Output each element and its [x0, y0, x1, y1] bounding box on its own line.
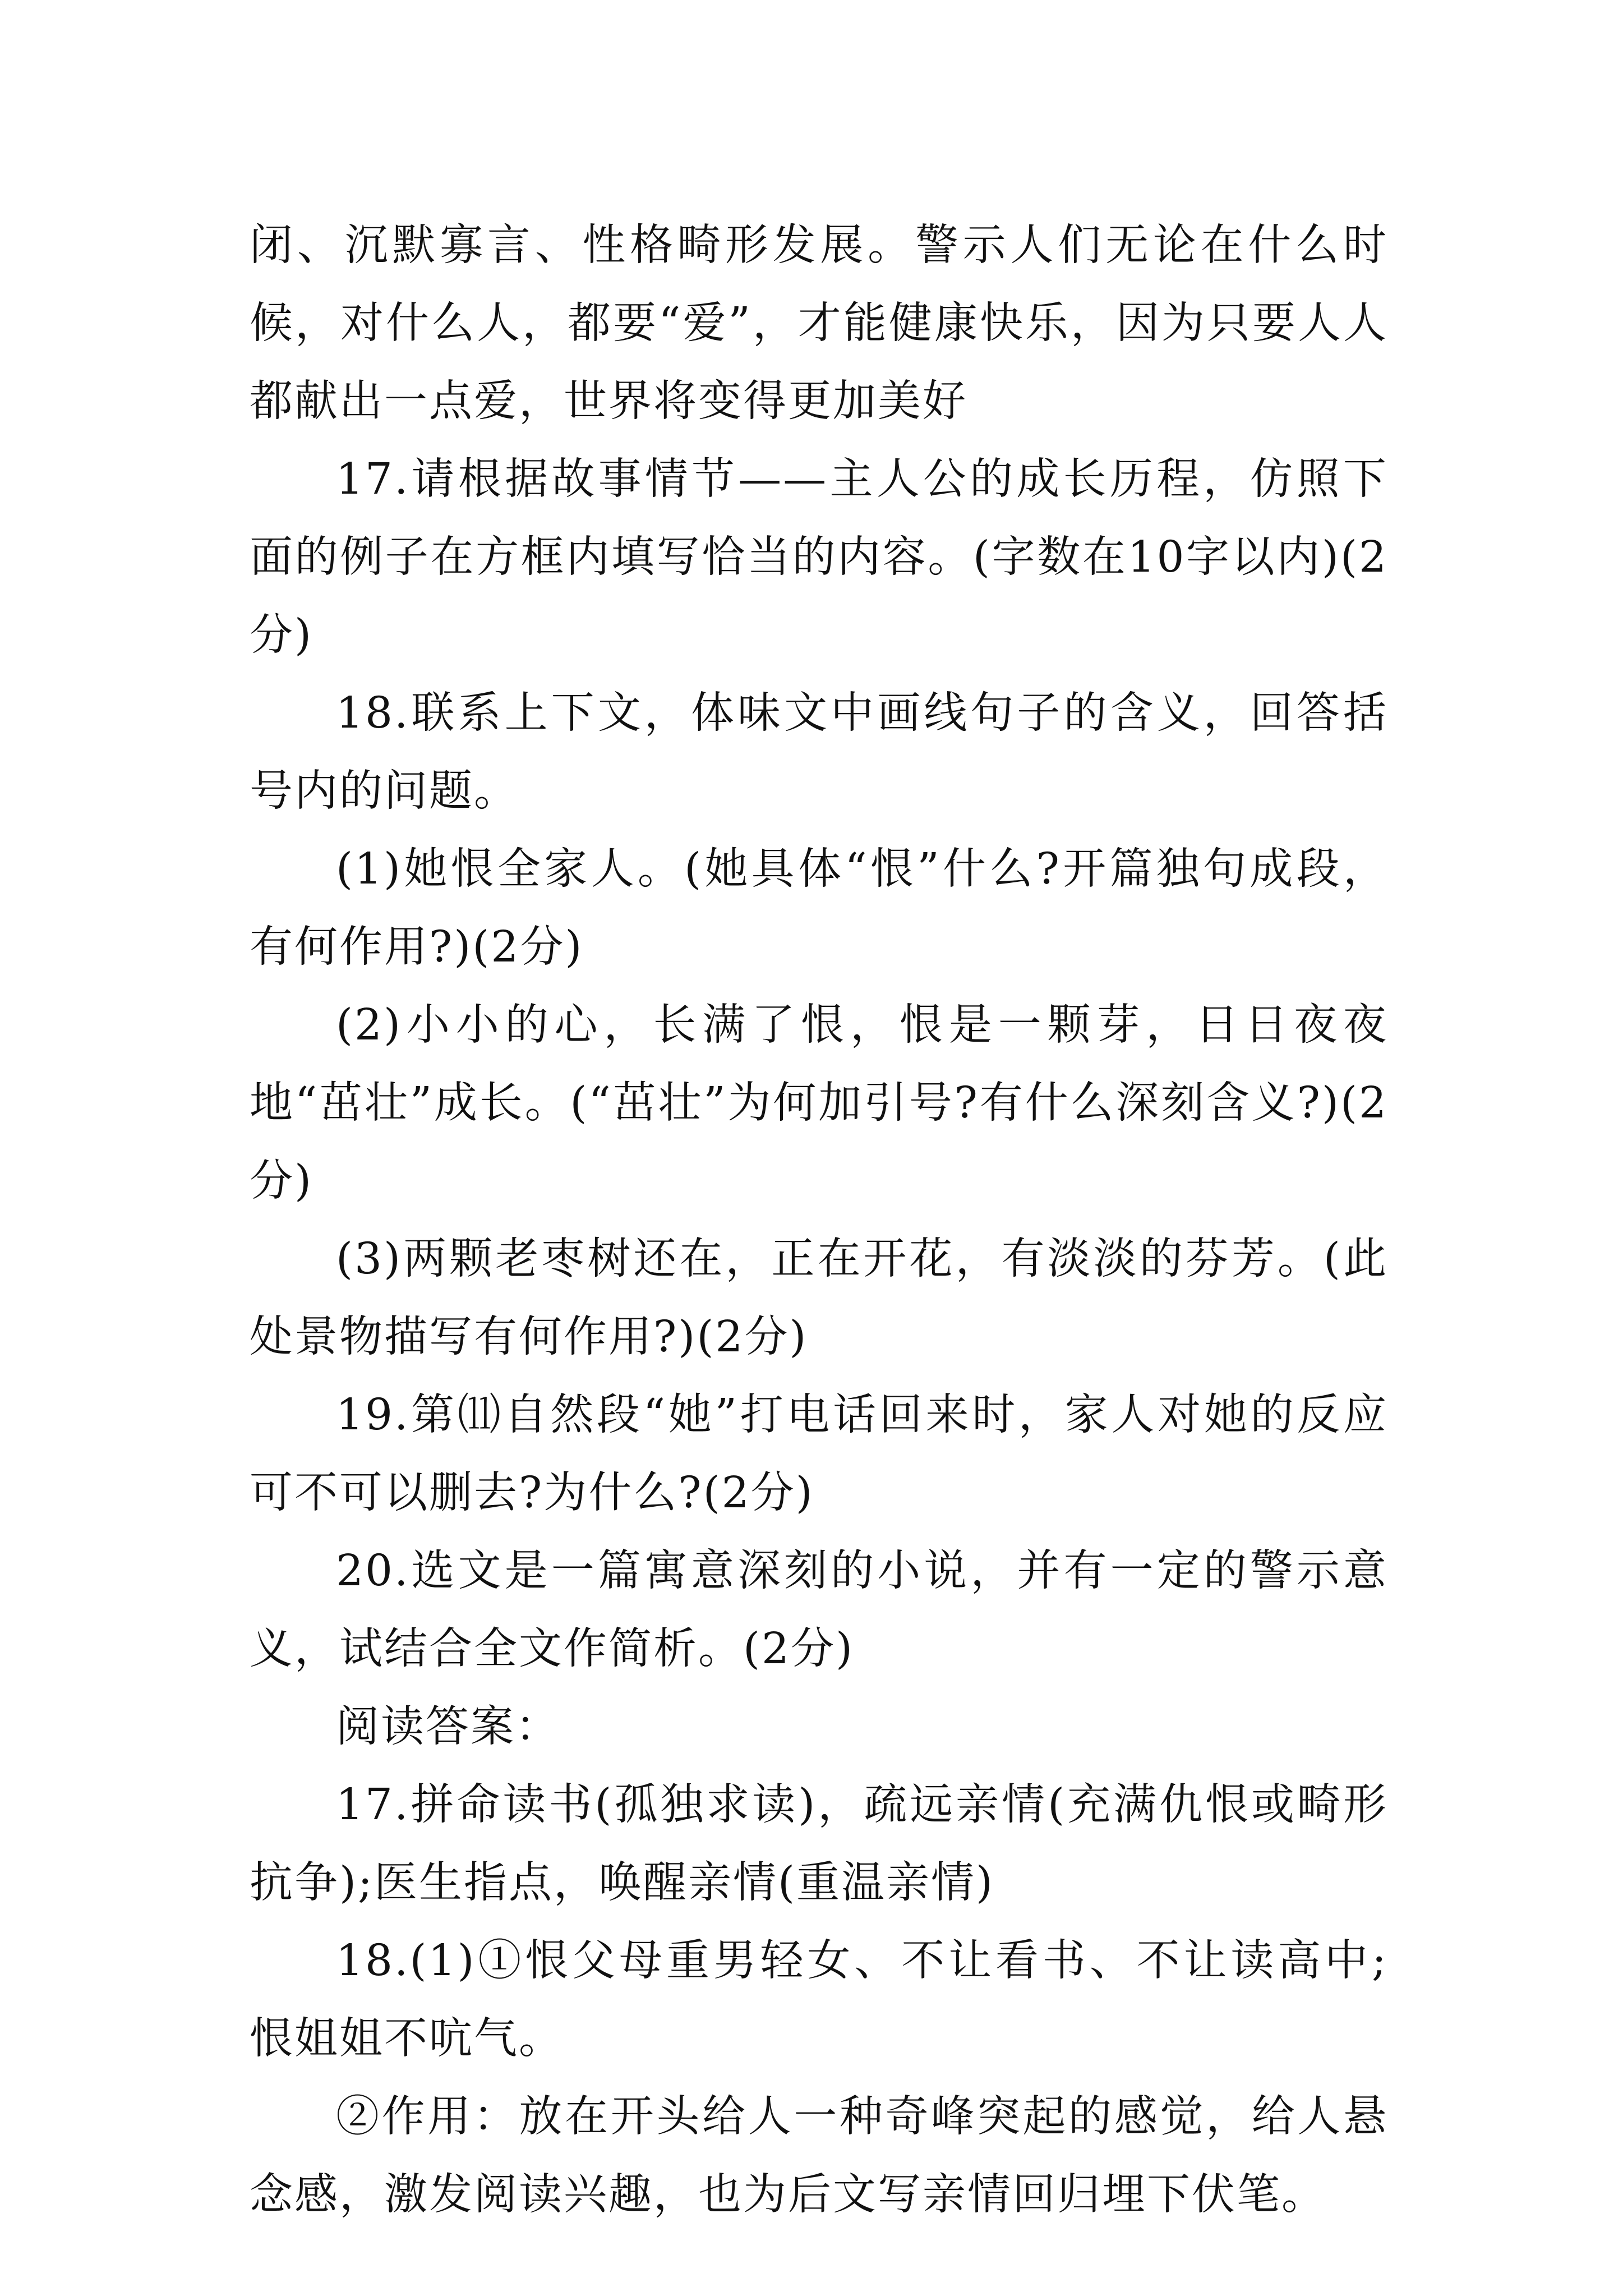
- paragraph-question-18: 18.联系上下文，体味文中画线句子的含义，回答括号内的问题。: [250, 688, 1388, 816]
- paragraph-question-18-1: (1)她恨全家人。(她具体“恨”什么?开篇独句成段，有何作用?)(2分): [250, 844, 1388, 972]
- paragraph-question-18-2: (2)小小的心，长满了恨，恨是一颗芽，日日夜夜地“茁壮”成长。(“茁壮”为何加引号?有什么深刻含义?)(2分): [250, 1000, 1388, 1206]
- paragraph-question-20: 20.选文是一篇寓意深刻的小说，并有一定的警示意义，试结合全文作简析。(2分): [250, 1546, 1388, 1674]
- paragraph-answer-17: 17.拼命读书(孤独求读)，疏远亲情(充满仇恨或畸形抗争);医生指点，唤醒亲情(重温亲情): [250, 1780, 1388, 1908]
- paragraph-question-17: 17.请根据故事情节——主人公的成长历程，仿照下面的例子在方框内填写恰当的内容。(字数在10字以内)(2分): [250, 454, 1388, 660]
- paragraph-answer-18-1: 18.(1)①恨父母重男轻女、不让看书、不让读高中;恨姐姐不吭气。: [250, 1936, 1388, 2064]
- document-body: [250, 206, 1388, 2234]
- paragraph-answer-18-1-effect: ②作用：放在开头给人一种奇峰突起的感觉，给人悬念感，激发阅读兴趣，也为后文写亲情回归埋下伏笔。: [250, 2092, 1388, 2220]
- paragraph-answers-heading: 阅读答案：: [336, 1702, 560, 1752]
- paragraph-question-18-3: (3)两颗老枣树还在，正在开花，有淡淡的芬芳。(此处景物描写有何作用?)(2分): [250, 1234, 1388, 1362]
- paragraph-question-19: 19.第⑾自然段“她”打电话回来时，家人对她的反应可不可以删去?为什么?(2分): [250, 1390, 1388, 1518]
- paragraph-story-moral: 闭、沉默寡言、性格畸形发展。警示人们无论在什么时候，对什么人，都要“爱”，才能健康快乐，因为只要人人都献出一点爱，世界将变得更加美好: [250, 220, 1388, 426]
